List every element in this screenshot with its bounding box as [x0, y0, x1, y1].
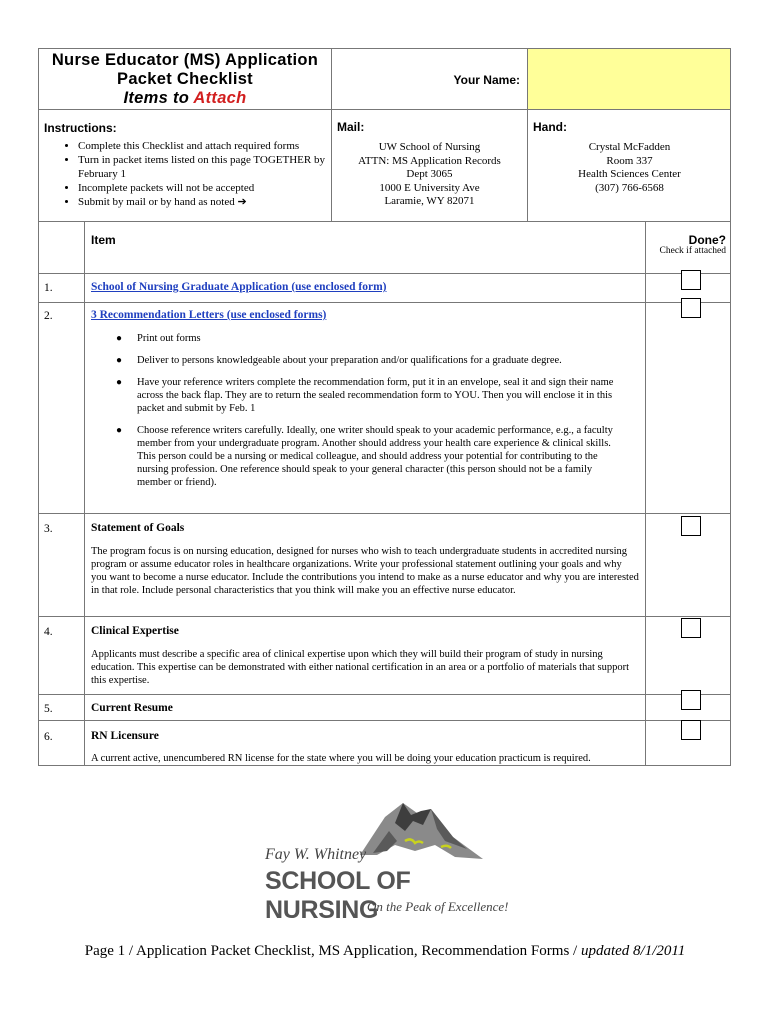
mail-label: Mail: [337, 120, 365, 134]
done-column-subheader: Check if attached [659, 246, 726, 256]
instructions-label: Instructions: [44, 121, 117, 135]
address-line: (307) 766-6568 [595, 181, 664, 194]
logo-school: SCHOOL OF NURSING [265, 867, 411, 924]
divider [38, 513, 731, 514]
checkbox-item-6[interactable] [681, 720, 701, 740]
item-heading: RN Licensure [91, 730, 159, 742]
your-name-label: Your Name: [453, 73, 520, 87]
address-line: ATTN: MS Application Records [358, 154, 501, 167]
divider [38, 720, 731, 721]
logo-name: Fay W. Whitney [265, 846, 367, 863]
item-column-header: Item [91, 233, 116, 247]
title-line: Items to [123, 89, 194, 107]
your-name-input[interactable] [527, 49, 730, 109]
divider [38, 302, 731, 303]
checkbox-item-1[interactable] [681, 270, 701, 290]
logo-tagline: On the Peak of Excellence! [367, 899, 509, 914]
item-number: 1. [44, 282, 53, 294]
page-footer [0, 943, 770, 960]
item-heading: Current Resume [91, 702, 173, 714]
divider [645, 221, 646, 766]
item-description: Applicants must describe a specific area of clinical expertise upon which they will build their program of study in nursing education. This expertise can be demonstrated with either national certification in an area or a portfolio of materials that support this expertise. [91, 649, 630, 686]
list-item: Have your reference writers complete the recommendation form, put it in an envelope, seal it and sign their name across the back flap. They are to return the sealed recommendation form to YOU. Then you will enclose it in this packet and submit by Feb. 1 [137, 377, 614, 414]
divider [527, 48, 528, 222]
item-number: 2. [44, 310, 53, 322]
checkbox-item-5[interactable] [681, 690, 701, 710]
list-item: Deliver to persons knowledgeable about your preparation and/or qualifications for a graduate degree. [137, 355, 562, 366]
title-line: Nurse Educator (MS) Application [51, 51, 319, 69]
address-line: Laramie, WY 82071 [384, 195, 475, 207]
graduate-application-link[interactable]: School of Nursing Graduate Application (use enclosed form) [91, 281, 387, 293]
item-description: The program focus is on nursing education, designed for nurses who wish to teach undergraduate students in accredited nursing program or assume educator roles in healthcare organizations. Write your professional statement outlining your goals and why you want to become a nurse educator. Include the contributions you intend to make as a nurse educator and why you are interested in that role. Include personal characteristics that you think will make you an effective nurse educator. [91, 546, 639, 596]
list-item: • Submit by mail or by hand as noted ➔ [78, 195, 329, 209]
bullet-icon: ● [116, 355, 123, 366]
footer-date: updated 8/1/2011 [580, 943, 686, 959]
hand-address [528, 141, 731, 195]
item-number: 5. [44, 703, 53, 715]
list-item: Print out forms [137, 333, 201, 344]
checkbox-item-3[interactable] [681, 516, 701, 536]
recommendation-letters-link[interactable]: 3 Recommendation Letters (use enclosed forms) [91, 309, 327, 321]
hand-label: Hand: [533, 120, 567, 134]
divider [84, 221, 85, 766]
bullet-icon: ● [116, 377, 123, 388]
divider [38, 221, 731, 222]
address-line: Health Sciences Center [578, 168, 681, 180]
list-item: • Complete this Checklist and attach required forms [78, 139, 329, 153]
item-number: 6. [44, 731, 53, 743]
mail-address [332, 141, 527, 209]
instructions-list [44, 139, 329, 209]
item-description: A current active, unencumbered RN license for the state where you will be doing your education practicum is required. [91, 753, 591, 764]
item-heading: Clinical Expertise [91, 625, 179, 637]
list-item: Choose reference writers carefully. Ideally, one writer should speak to your academic performance, e.g., a faculty member from your undergraduate program. Another should address your health care experience & clinical skills. This person could be a nursing or medical colleague, and should address your potential for contributing to the nursing profession. One reference should speak to your general character (this person should not be a family member or friend). [137, 425, 613, 488]
checkbox-item-2[interactable] [681, 298, 701, 318]
divider [38, 694, 731, 695]
school-logo [255, 795, 515, 924]
address-line: Crystal McFadden [588, 141, 671, 153]
divider [38, 109, 731, 110]
title-accent: Attach [193, 89, 247, 107]
page-title [40, 51, 330, 108]
footer-text: Page 1 / Application Packet Checklist, MS Application, Recommendation Forms / [84, 943, 581, 959]
divider [38, 616, 731, 617]
address-line: 1000 E University Ave [379, 181, 480, 194]
item-number: 4. [44, 626, 53, 638]
list-item: • Incomplete packets will not be accepted [78, 181, 329, 195]
bullet-icon: ● [116, 425, 123, 436]
item-number: 3. [44, 523, 53, 535]
bullet-icon: ● [116, 333, 123, 344]
list-item: • Turn in packet items listed on this page TOGETHER by February 1 [78, 153, 329, 181]
divider [38, 273, 731, 274]
title-line: Packet Checklist [117, 70, 253, 88]
checkbox-item-4[interactable] [681, 618, 701, 638]
address-line: UW School of Nursing [378, 141, 481, 153]
address-line: Room 337 [606, 154, 653, 167]
item-heading: Statement of Goals [91, 522, 185, 534]
address-line: Dept 3065 [406, 168, 453, 180]
done-column-header: Done? [688, 233, 726, 247]
